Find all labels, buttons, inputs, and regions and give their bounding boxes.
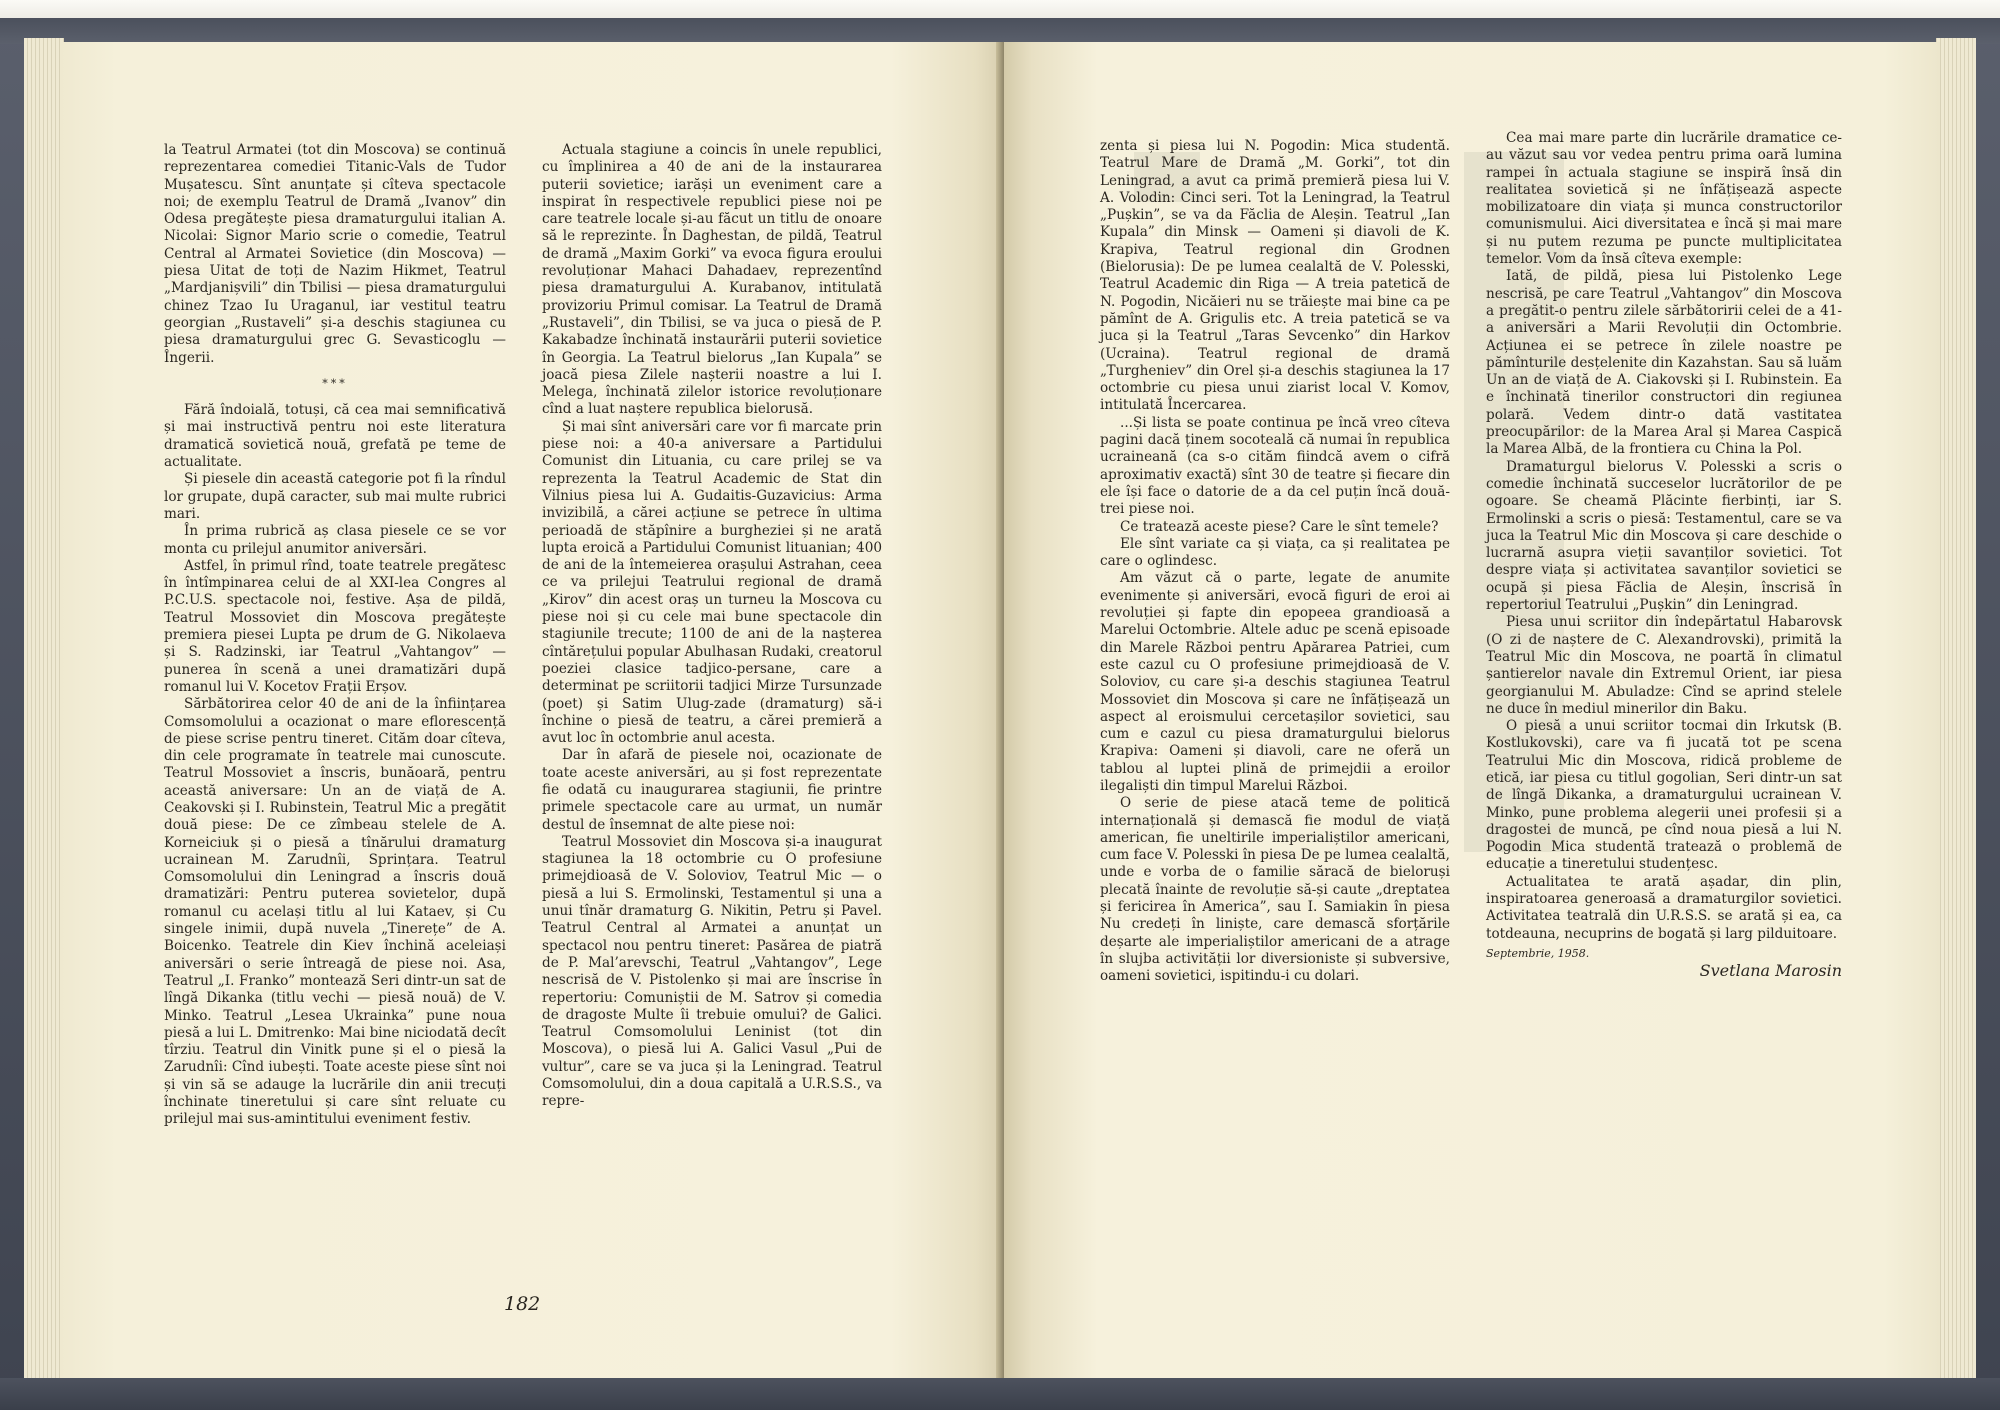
book-cover-bottom xyxy=(0,1378,2000,1410)
column-2 xyxy=(542,142,882,1111)
paragraph: Cea mai mare parte din lucrările dramatice ce-au văzut sau vor vedea pentru prima oară lumina rampei în actuala stagiune se inspiră însă din realitatea sovietică și ne înfățișează aspecte mobilizatoare din viața și munca constructorilor comunismului. Aici diversitatea e încă și mai mare și nu putem rezuma pe puncte multiplicitatea temelor. Vom da însă cîteva exemple: xyxy=(1486,130,1842,268)
paragraph: zenta și piesa lui N. Pogodin: Mica studentă. Teatrul Mare de Dramă „M. Gorki”, tot din Leningrad, a avut ca primă premieră piesa lui V. A. Volodin: Cinci seri. Tot la Leningrad, la Teatrul „Pușkin”, se va da Făclia de Aleșin. Teatrul „Ian Kupala” din Minsk — Oameni și diavoli de K. Krapiva, Teatrul regional din Grodnen (Bielorusia): De pe lumea cealaltă de V. Polesski, Teatrul Academic din Riga — A treia patetică de N. Pogodin, Nicăieri nu se trăiește mai bine ca pe pămînt de A. Grigulis etc. A treia patetică se va juca și la Teatrul „Taras Sevcenko” din Harkov (Ucraina). Teatrul regional de dramă „Turgheniev” din Orel și-a deschis stagiunea la 17 octombrie cu piesa unui ziarist local V. Komov, intitulată Încercarea. xyxy=(1100,138,1450,414)
paragraph: Piesa unui scriitor din îndepărtatul Habarovsk (O zi de naștere de C. Alexandrovski), primită la Teatrul Mic din Moscova, ne poartă în climatul șantierelor navale din Extremul Orient, iar piesa georgianului M. Abuladze: Cînd se aprind stelele ne duce în mediul minerilor din Baku. xyxy=(1486,614,1842,717)
paragraph: Și mai sînt aniversări care vor fi marcate prin piese noi: a 40-a aniversare a Partidului Comunist din Lituania, cu care prilej se va reprezenta la Teatrul Academic de Stat din Vilnius piesa lui A. Gudaitis-Guzavicius: Arma invizibilă, a cărei acțiune se petrece în ultima perioadă de stăpînire a burgheziei și ne arată lupta eroică a Partidului Comunist lituanian; 400 de ani de la întemeierea orașului Astrahan, ceea ce va prilejui Teatrului regional de dramă „Kirov” din acest oraș un turneu la Moscova cu piese noi și cu cele mai bune spectacole din stagiunile trecute; 1100 de ani de la nașterea cîntărețului popular Abulhasan Rudaki, creatorul poeziei clasice tadjico-persane, care a determinat pe scriitorii tadjici Mirze Tursunzade (poet) și Satim Ulug-zade (dramaturg) să-i închine o piesă de teatru, a cărei premieră a avut loc în octombrie anul acesta. xyxy=(542,418,882,747)
paragraph: Fără îndoială, totuși, că cea mai semnificativă și mai instructivă pentru noi este literatura dramatică sovietică nouă, grefată pe teme de actualitate. xyxy=(164,402,506,471)
paragraph: la Teatrul Armatei (tot din Moscova) se continuă reprezentarea comediei Titanic-Vals de Tudor Mușatescu. Sînt anunțate și cîteva spectacole noi; de exemplu Teatrul de Dramă „Ivanov” din Odesa pregătește piesa dramaturgului italian A. Nicolai: Signor Mario scrie o comedie, Teatrul Central al Armatei Sovietice (din Moscova) — piesa Uitat de toți de Nazim Hikmet, Teatrul „Mardjanișvili” din Tbilisi — piesa dramaturgului chinez Tzao Iu Uraganul, iar vestitul teatru georgian „Rustaveli” și-a deschis stagiunea cu piesa dramaturgului grec G. Sevasticoglu — Îngerii. xyxy=(164,142,506,366)
section-separator: *** xyxy=(322,376,348,390)
article-date: Septembrie, 1958. xyxy=(1486,946,1590,960)
paragraph: Ele sînt variate ca și viața, ca și realitatea pe care o oglindesc. xyxy=(1100,535,1450,570)
paragraph: Actuala stagiune a coincis în unele republici, cu împlinirea a 40 de ani de la instaurarea puterii sovietice; iarăși un eveniment care a inspirat în respectivele republici piese noi pe care teatrele locale și-au făcut un titlu de onoare să le reprezinte. În Daghestan, de pildă, Teatrul de dramă „Maxim Gorki” va evoca figura eroului revoluționar Mahaci Dahadaev, reprezentînd piesa dramaturgului A. Kurabanov, intitulată provizoriu Primul comisar. La Teatrul de Dramă „Rustaveli”, din Tbilisi, se va juca o piesă de P. Kakabadze închinată instaurării puterii sovietice în Georgia. La Teatrul bielorus „Ian Kupala” se joacă piesa Zilele nașterii noastre a lui I. Melega, închinată zilelor istorice revoluționare cînd a luat naștere republica bielorusă. xyxy=(542,142,882,418)
paragraph: În prima rubrică aș clasa piesele ce se vor monta cu prilejul anumitor aniversări. xyxy=(164,523,506,557)
paragraph: Sărbătorirea celor 40 de ani de la înființarea Comsomolului a ocazionat o mare eflorescență de piese scrise pentru tineret. Cităm doar cîteva, din cele programate în teatrele mai cunoscute. Teatrul Mossoviet a înscris, bunăoară, pentru această aniversare: Un an de viață de A. Ceakovski și I. Rubinstein, Teatrul Mic a pregătit două piese: De ce zîmbeau stelele de A. Korneiciuk și o piesă a tînărului dramaturg ucrainean M. Zarudnîi, Sprințara. Teatrul Comsomolului din Leningrad a înscris două dramatizări: Pentru puterea sovietelor, după romanul cu același titlu al lui Kataev, și Cu singele inimii, după nuvela „Tinerețe” de A. Boicenko. Teatrele din Kiev închină aceleiași aniversări o serie întreagă de piese noi. Asa, Teatrul „I. Franko” montează Seri dintr-un sat de lîngă Dikanka (titlu vechi — piesă nouă) de V. Minko. Teatrul „Lesea Ukrainka” pune noua piesă a lui L. Dmitrenko: Mai bine niciodată decît tîrziu. Teatrul din Vinitk pune și el o piesă la Zarudnîi: Cînd iubești. Toate aceste piese sînt noi și vin să se adauge la lucrările din anii trecuți închinate tineretului și care sînt reluate cu prilejul mai sus-amintitului eveniment festiv. xyxy=(164,696,506,1128)
column-4 xyxy=(1486,130,1842,980)
page-edges-left xyxy=(24,38,64,1378)
page-edges-right xyxy=(1936,38,1976,1378)
paragraph: Teatrul Mossoviet din Moscova și-a inaugurat stagiunea la 18 octombrie cu O profesiune primejdioasă de V. Soloviov, Teatrul Mic — o piesă a lui S. Ermolinski, Testamentul și una a unui tînăr dramaturg G. Nikitin, Petru și Pavel. Teatrul Central al Armatei a anunțat un spectacol nou pentru tineret: Pasărea de piatră de P. Mal’arevschi, Teatrul „Vahtangov”, Lege nescrisă de V. Pistolenko și mai are înscrise în repertoriu: Comuniștii de M. Satrov și comedia de dragoste Multe îi trebuie omului? de Galici. Teatrul Comsomolului Leninist (tot din Moscova), o piesă lui A. Galici Vasul „Pui de vultur”, care se va juca și la Leningrad. Teatrul Comsomolului, din a doua capitală a U.R.S.S., va repre- xyxy=(542,833,882,1110)
column-1 xyxy=(164,142,506,1129)
author-signature: Svetlana Marosin xyxy=(1699,961,1842,981)
book-cover-top xyxy=(0,18,2000,44)
paragraph: Astfel, în primul rînd, toate teatrele pregătesc în întîmpinarea celui de al XXI-lea Congres al P.C.U.S. spectacole noi, festive. Așa de pildă, Teatrul Mossoviet din Moscova pregătește premiera piesei Lupta pe drum de G. Nikolaeva și S. Radzinski, iar Teatrul „Vahtangov” — punerea în scenă a unei dramatizări după romanul lui V. Kocetov Frații Erșov. xyxy=(164,557,506,695)
paragraph: Iată, de pildă, piesa lui Pistolenko Lege nescrisă, pe care Teatrul „Vahtangov” din Moscova a pregătit-o pentru zilele sărbătoririi celei de a 41-a aniversări a Marii Revoluții din Octombrie. Acțiunea ei se petrece în zilele noastre pe pămînturile desțelenite din Kazahstan. Sau să luăm Un an de viață de A. Ciakovski și I. Rubinstein. Ea e închinată tinerilor constructori din regiunea polară. Vedem dintr-o dată vastitatea preocupărilor: de la Marea Aral și Marea Caspică la Marea Albă, de la frontiera cu China la Pol. xyxy=(1486,268,1842,458)
left-page xyxy=(60,42,1004,1378)
paragraph: O serie de piese atacă teme de politică internațională și demască fie modul de viață american, fie uneltirile imperialiștilor americani, cum face V. Polesski în piesa De pe lumea cealaltă, unde e vorba de o familie săracă de bieloruși plecată înainte de revoluție să-și caute „dreptatea și fericirea în America”, sau I. Samiakin în piesa Nu credeți în liniște, care demască sforțările deșarte ale imperialiștilor americani de a atrage în slujba activității lor diversioniste și subversive, oameni sovietici, ispitindu-i cu dolari. xyxy=(1100,795,1450,985)
paragraph: Dramaturgul bielorus V. Polesski a scris o comedie închinată succeselor lucrătorilor de pe ogoare. Se cheamă Plăcinte fierbinți, iar S. Ermolinski a scris o piesă: Testamentul, care se va juca la Teatrul Mic din Moscova și care deschide o lucrarnă asupra vieții savanților sovietici. Tot despre viața și activitatea savanților sovietici se ocupă și piesa Făclia de Aleșin, înscrisă în repertoriul Teatrului „Pușkin” din Leningrad. xyxy=(1486,458,1842,614)
paragraph: ...Și lista se poate continua pe încă vreo cîteva pagini dacă ținem socoteală că numai în republica ucraineană (ca s-o cităm fiindcă avem o cifră aproximativ exactă) sînt 30 de teatre și fiecare din ele își face o datorie de a da cel puțin încă două-trei piese noi. xyxy=(1100,414,1450,518)
right-page xyxy=(1004,42,1940,1378)
page-number: 182 xyxy=(504,1293,541,1315)
column-3 xyxy=(1100,138,1450,986)
paragraph: Și piesele din această categorie pot fi la rîndul lor grupate, după caracter, sub mai multe rubrici mari. xyxy=(164,471,506,522)
paragraph: Am văzut că o parte, legate de anumite evenimente și aniversări, evocă figuri de eroi ai revoluției și fapte din epopeea grandioasă a Marelui Octombrie. Altele aduc pe scenă episoade din Marele Război pentru Apărarea Patriei, cum este cazul cu O profesiune primejdioasă de V. Soloviov, cu care și-a deschis stagiunea Teatrul Mossoviet din Moscova și care ne înfățișează un aspect al eroismului cercetașilor sovietici, sau cum e cazul cu piesa dramaturgului bielorus Krapiva: Oameni și diavoli, care ne oferă un tablou al luptei plină de primejdii a eroilor ilegaliști din timpul Marelui Război. xyxy=(1100,570,1450,794)
paragraph: O piesă a unui scriitor tocmai din Irkutsk (B. Kostlukovski), care va fi jucată tot pe scena Teatrului Mic din Moscova, ridică probleme de etică, iar piesa cu titlul gogolian, Seri dintr-un sat de lîngă Dikanka, a dramaturgului ucrainean V. Minko, pune problema alegerii unei profesii și a dragostei de muncă, pe cînd noua piesă a lui N. Pogodin Mica studentă tratează o problemă de educație a tineretului studențesc. xyxy=(1486,718,1842,873)
paragraph: Ce tratează aceste piese? Care le sînt temele? xyxy=(1120,518,1439,535)
paragraph: Actualitatea te arată așadar, din plin, inspiratoarea generoasă a dramaturgilor sovietici. Activitatea teatrală din U.R.S.S. se arată și ea, ca totdeauna, necuprins de bogată și larg pilduitoare. xyxy=(1486,873,1842,942)
paragraph: Dar în afară de piesele noi, ocazionate de toate aceste aniversări, au și fost reprezentate fie odată cu inaugurarea stagiunii, fie printre primele spectacole care au urmat, un număr destul de însemnat de alte piese noi: xyxy=(542,747,882,833)
